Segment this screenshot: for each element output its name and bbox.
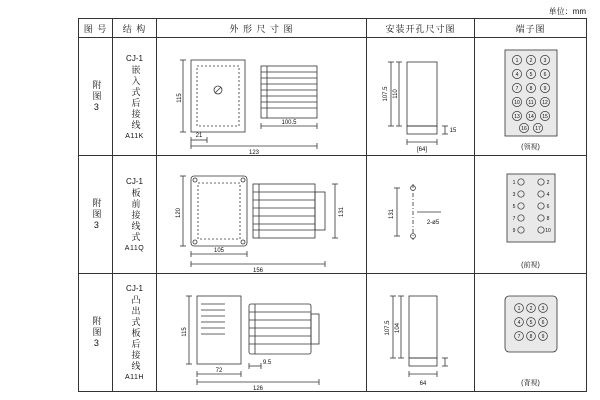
dim-72: 72 bbox=[215, 368, 223, 374]
cell-structure bbox=[113, 274, 157, 392]
cell-hole-drawing bbox=[367, 274, 475, 392]
svg-text:3: 3 bbox=[543, 58, 547, 64]
table-row bbox=[79, 156, 587, 274]
structure-suffix: A11H bbox=[125, 374, 144, 381]
dim-9-5: 9.5 bbox=[262, 360, 272, 366]
svg-text:2: 2 bbox=[546, 180, 550, 186]
svg-text:5: 5 bbox=[529, 320, 533, 326]
dim-15: 15 bbox=[449, 128, 457, 134]
dim-107-5: 107.5 bbox=[385, 320, 391, 336]
terminal-drawing-1 bbox=[475, 38, 586, 155]
svg-text:7: 7 bbox=[515, 86, 519, 92]
structure-code: CJ-1 bbox=[126, 284, 143, 293]
svg-text:7: 7 bbox=[512, 216, 516, 222]
svg-text:3: 3 bbox=[541, 306, 545, 312]
cell-terminal-drawing bbox=[475, 156, 587, 274]
terminal-caption: (前视) bbox=[521, 262, 540, 269]
svg-text:13: 13 bbox=[514, 114, 520, 120]
fig-no-label: 附图3 bbox=[91, 79, 102, 114]
svg-text:14: 14 bbox=[528, 114, 534, 120]
dim-123: 123 bbox=[248, 150, 260, 155]
header-terminal: 端子图 bbox=[475, 19, 587, 38]
svg-text:10: 10 bbox=[545, 228, 551, 234]
dim-21: 21 bbox=[195, 133, 203, 139]
svg-text:17: 17 bbox=[535, 126, 541, 132]
dim-110: 110 bbox=[393, 89, 399, 99]
fig-no-label: 附图3 bbox=[91, 197, 102, 232]
cell-fig-no bbox=[79, 38, 113, 156]
svg-text:6: 6 bbox=[543, 72, 547, 78]
cell-fig-no bbox=[79, 274, 113, 392]
hole-drawing-3 bbox=[367, 274, 474, 391]
structure-suffix: A11Q bbox=[124, 245, 145, 252]
svg-text:5: 5 bbox=[512, 204, 516, 210]
svg-text:10: 10 bbox=[514, 100, 520, 106]
header-mounting-hole: 安装开孔尺寸图 bbox=[367, 19, 475, 38]
dim-64: [64] bbox=[416, 147, 428, 153]
terminal-drawing-3 bbox=[475, 274, 586, 391]
dim-104: 104 bbox=[395, 322, 401, 334]
hole-drawing-2 bbox=[367, 156, 474, 273]
terminal-caption: (背视) bbox=[521, 380, 540, 387]
structure-name: 板前接线式 bbox=[130, 188, 141, 243]
cell-structure bbox=[113, 38, 157, 156]
svg-text:8: 8 bbox=[529, 86, 533, 92]
dim-131: 131 bbox=[339, 206, 345, 218]
unit-note: 单位：mm bbox=[548, 7, 586, 16]
svg-text:16: 16 bbox=[521, 126, 527, 132]
table-row bbox=[79, 38, 587, 156]
outline-drawing-2 bbox=[157, 156, 366, 273]
svg-text:8: 8 bbox=[546, 216, 550, 222]
structure-suffix: A11K bbox=[125, 132, 144, 140]
header-fig-no: 图 号 bbox=[79, 19, 113, 38]
spec-table bbox=[78, 18, 587, 392]
structure-name: 嵌入式后接线 bbox=[130, 64, 141, 131]
svg-text:11: 11 bbox=[528, 100, 534, 106]
table-row bbox=[79, 274, 587, 392]
cell-terminal-drawing bbox=[475, 274, 587, 392]
hole-drawing-1 bbox=[367, 38, 474, 155]
svg-text:9: 9 bbox=[541, 334, 545, 340]
svg-text:4: 4 bbox=[515, 72, 519, 78]
svg-text:6: 6 bbox=[541, 320, 545, 326]
terminal-drawing-2 bbox=[475, 156, 586, 273]
cell-outline-drawing bbox=[157, 274, 367, 392]
cell-outline-drawing bbox=[157, 156, 367, 274]
outline-drawing-1 bbox=[157, 38, 366, 155]
svg-text:12: 12 bbox=[542, 100, 548, 106]
svg-text:1: 1 bbox=[517, 306, 521, 312]
dim-120: 120 bbox=[176, 207, 182, 219]
dim-2-phi5: 2-ø5 bbox=[426, 220, 440, 226]
dim-64: 64 bbox=[419, 381, 427, 387]
dim-115: 115 bbox=[177, 93, 183, 103]
dim-126: 126 bbox=[252, 386, 264, 391]
header-outline: 外 形 尺 寸 图 bbox=[157, 19, 367, 38]
svg-text:7: 7 bbox=[517, 334, 521, 340]
dim-105: 105 bbox=[213, 248, 225, 254]
svg-text:4: 4 bbox=[546, 192, 550, 198]
svg-text:4: 4 bbox=[517, 320, 521, 326]
cell-fig-no bbox=[79, 156, 113, 274]
structure-code: CJ-1 bbox=[126, 177, 143, 186]
table-header-row bbox=[79, 19, 587, 38]
dim-107-5: 107.5 bbox=[383, 86, 389, 102]
svg-text:9: 9 bbox=[543, 86, 547, 92]
dim-131: 131 bbox=[389, 208, 395, 220]
cell-outline-drawing bbox=[157, 38, 367, 156]
svg-text:8: 8 bbox=[529, 334, 533, 340]
fig-no-label: 附图3 bbox=[91, 315, 102, 350]
cell-hole-drawing bbox=[367, 38, 475, 156]
svg-text:6: 6 bbox=[546, 204, 550, 210]
svg-text:2: 2 bbox=[529, 58, 533, 64]
cell-terminal-drawing bbox=[475, 38, 587, 156]
dim-100-5: 100.5 bbox=[281, 120, 297, 126]
outline-drawing-3 bbox=[157, 274, 366, 391]
svg-text:5: 5 bbox=[529, 72, 533, 78]
structure-name: 凸出式板后接线 bbox=[130, 295, 141, 372]
cell-hole-drawing bbox=[367, 156, 475, 274]
dim-115: 115 bbox=[182, 327, 188, 337]
terminal-caption: (领视) bbox=[521, 144, 540, 151]
svg-text:3: 3 bbox=[512, 192, 516, 198]
structure-code: CJ-1 bbox=[126, 53, 143, 63]
svg-text:1: 1 bbox=[515, 58, 519, 64]
dim-156: 156 bbox=[252, 268, 264, 273]
svg-text:1: 1 bbox=[512, 180, 516, 186]
svg-text:9: 9 bbox=[512, 228, 516, 234]
svg-text:15: 15 bbox=[542, 114, 548, 120]
svg-text:2: 2 bbox=[529, 306, 533, 312]
cell-structure bbox=[113, 156, 157, 274]
header-structure: 结 构 bbox=[113, 19, 157, 38]
